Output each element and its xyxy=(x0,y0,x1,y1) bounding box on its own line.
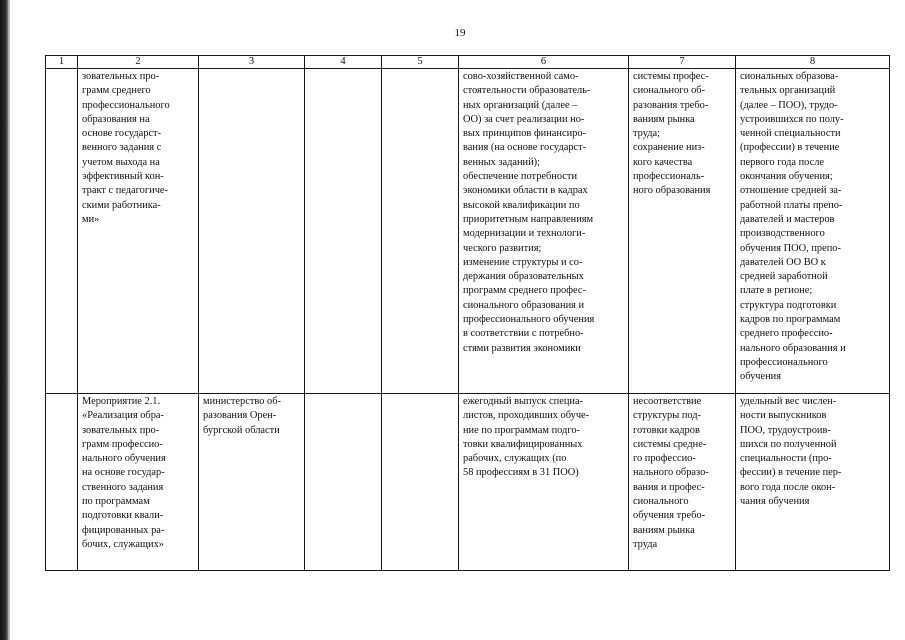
measures-table xyxy=(45,55,890,571)
cell-measure: зовательных про- грамм среднего профессионального образования на основе государст- венного задания с учетом выхода на эффективный кон- тракт с педагогиче- скими работника- ми» xyxy=(78,69,199,394)
cell-start xyxy=(305,69,382,394)
header-col-5: 5 xyxy=(382,56,459,69)
header-col-3: 3 xyxy=(199,56,305,69)
cell-number xyxy=(46,394,78,571)
table-row xyxy=(46,394,890,571)
cell-indicators: сиональных образова- тельных организаций (далее – ПОО), трудо- устроившихся по полу- ченной специальности (профессии) в течение первого года после окончания обучения; отношение средней за- работной платы препо- давателей и мастеров производственного обучения ПОО, препо- давателей ОО ВО к средней заработной плате в регионе; структура подготовки кадров по программам среднего профессио- нального образования и профессионального обучения xyxy=(736,69,890,394)
header-col-1: 1 xyxy=(46,56,78,69)
cell-consequences: системы профес- сионального об- разования требо- ваниям рынка труда; сохранение низ- кого качества профессиональ- ного образования xyxy=(629,69,736,394)
page-number: 19 xyxy=(454,27,466,39)
cell-indicators: удельный вес числен- ности выпускников ПОО, трудоустроив- шихся по полученной специальности (про- фессии) в течение пер- вого года после окон- чания обучения xyxy=(736,394,890,571)
table-header-row xyxy=(46,56,890,69)
cell-measure: Мероприятие 2.1. «Реализация обра- зовательных про- грамм профессио- нального обучения на основе государ- ственного задания по программам подготовки квали- фицированных ра- бочих, служащих» xyxy=(78,394,199,571)
cell-end xyxy=(382,69,459,394)
cell-end xyxy=(382,394,459,571)
header-col-6: 6 xyxy=(459,56,629,69)
cell-executor xyxy=(199,69,305,394)
header-col-2: 2 xyxy=(78,56,199,69)
header-col-8: 8 xyxy=(736,56,890,69)
cell-expected-result: ежегодный выпуск специа- листов, проходивших обуче- ние по программам подго- товки квалифицированных рабочих, служащих (по 58 профессиям в 31 ПОО) xyxy=(459,394,629,571)
cell-number xyxy=(46,69,78,394)
cell-consequences: несоответствие структуры под- готовки кадров системы средне- го профессио- нального образо- вания и профес- сионального обучения требо- ваниям рынка труда xyxy=(629,394,736,571)
header-col-7: 7 xyxy=(629,56,736,69)
header-col-4: 4 xyxy=(305,56,382,69)
cell-executor: министерство об- разования Орен- бургской области xyxy=(199,394,305,571)
scan-border-shadow xyxy=(0,0,9,640)
cell-expected-result: совo-хозяйственной само- стоятельности образователь- ных организаций (далее – ОО) за счет реализации но- вых принципов финансиро- вания (на основе государст- венных заданий); обеспечение потребности экономики области в кадрах высокой квалификации по приоритетным направлениям модернизации и технологи- ческого развития; изменение структуры и со- держания образовательных программ среднего профес- сионального образования и профессионального обучения в соответствии с потребно- стями развития экономики xyxy=(459,69,629,394)
scan-border-line xyxy=(9,0,10,640)
cell-start xyxy=(305,394,382,571)
table-row xyxy=(46,69,890,394)
